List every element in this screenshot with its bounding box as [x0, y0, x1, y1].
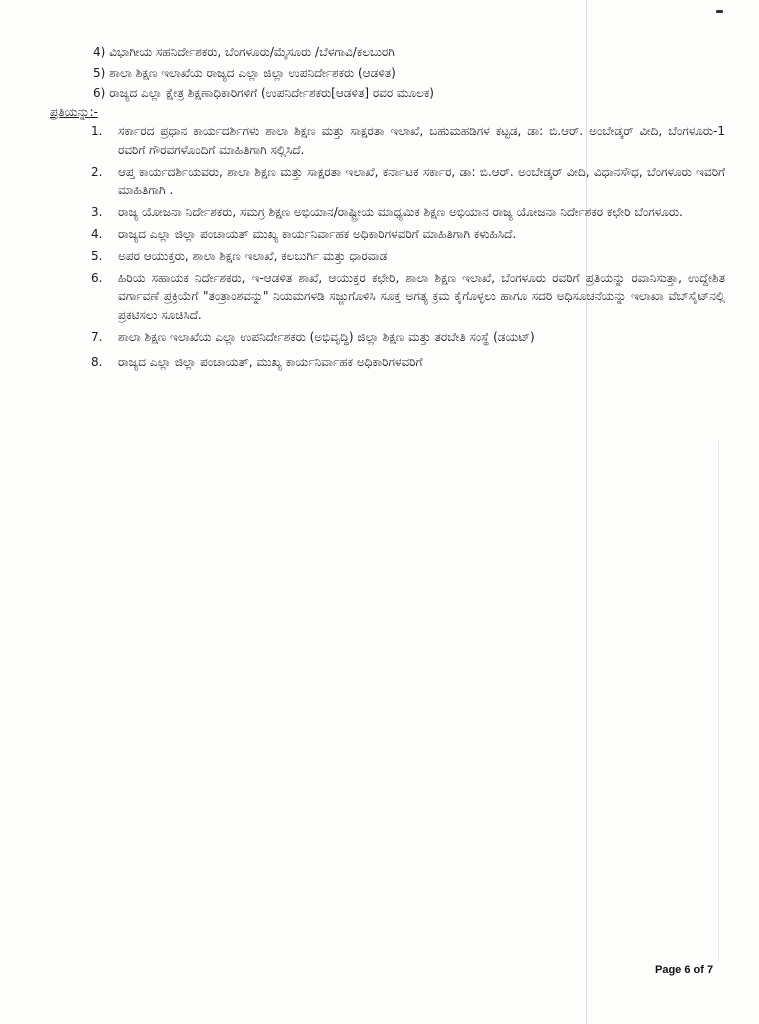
copy-item-text: ರಾಜ್ಯದ ಎಲ್ಲಾ ಜಿಲ್ಲಾ ಪಂಚಾಯತ್, ಮುಖ್ಯ ಕಾರ್ಯನಿರ್ವಾಹಕ ಅಧಿಕಾರಿಗಳವರಿಗೆ — [118, 354, 423, 369]
recipient-text: ರಾಜ್ಯದ ಎಲ್ಲಾ ಕ್ಷೇತ್ರ ಶಿಕ್ಷಣಾಧಿಕಾರಿಗಳಿಗೆ (ಉಪನಿರ್ದೇಶಕರು[ಆಡಳಿತ] ರವರ ಮೂಲಕ) — [109, 86, 434, 100]
copy-item-text: ಶಾಲಾ ಶಿಕ್ಷಣ ಇಲಾಖೆಯ ಎಲ್ಲಾ ಉಪನಿರ್ದೇಶಕರು (ಅಭಿವೃದ್ಧಿ) ಜಿಲ್ಲಾ ಶಿಕ್ಷಣ ಮತ್ತು ತರಬೇತಿ ಸಂಸ್ಥೆ (ಡಯಟ್) — [118, 329, 535, 344]
copy-to-list — [91, 122, 725, 375]
recipient-text: ವಿಭಾಗೀಯ ಸಹನಿರ್ದೇಶಕರು, ಬೆಂಗಳೂರು/ಮೈಸೂರು /ಬೆಳಗಾವಿ/ಕಲಬುರಗಿ — [109, 45, 395, 59]
page-number: Page 6 of 7 — [655, 964, 714, 976]
copy-item-number: 1. — [91, 124, 103, 138]
copy-item — [91, 122, 725, 160]
copy-item-text: ಸರ್ಕಾರದ ಪ್ರಧಾನ ಕಾರ್ಯದರ್ಶಿಗಳು ಶಾಲಾ ಶಿಕ್ಷಣ ಮತ್ತು ಸಾಕ್ಷರತಾ ಇಲಾಖೆ, ಬಹುಮಹಡಿಗಳ ಕಟ್ಟಡ, ಡಾ: ಬಿ.ಆರ್. ಅಂಬೇಡ್ಕರ್ ವೀದಿ, ಬೆಂಗಳೂರು-1 ರವರಿಗೆ ಗೌರವಗಳೊಂದಿಗೆ ಮಾಹಿತಿಗಾಗಿ ಸಲ್ಲಿಸಿದೆ. — [118, 124, 725, 157]
copy-item — [91, 328, 725, 347]
recipient-item — [93, 42, 733, 63]
copy-item-number: 4. — [91, 226, 103, 241]
copy-item-text: ಆಪ್ತ ಕಾರ್ಯದರ್ಶಿಯವರು, ಶಾಲಾ ಶಿಕ್ಷಣ ಮತ್ತು ಸಾಕ್ಷರತಾ ಇಲಾಖೆ, ಕರ್ನಾಟಕ ಸರ್ಕಾರ, ಡಾ: ಬಿ.ಆರ್. ಅಂಬೇಡ್ಕರ್ ವೀದಿ, ವಿಧಾನಸೌಧ, ಬೆಂಗಳೂರು ಇವರಿಗೆ ಮಾಹಿತಿಗಾಗಿ . — [118, 164, 725, 198]
copy-item — [91, 163, 725, 201]
recipient-item — [93, 63, 733, 84]
copy-item-text: ಅಪರ ಆಯುಕ್ತರು, ಶಾಲಾ ಶಿಕ್ಷಣ ಇಲಾಖೆ, ಕಲಬುರ್ಗಿ ಮತ್ತು ಧಾರವಾಡ — [118, 248, 388, 263]
copy-item-text: ರಾಜ್ಯದ ಎಲ್ಲಾ ಜಿಲ್ಲಾ ಪಂಚಾಯತ್ ಮುಖ್ಯ ಕಾರ್ಯನಿರ್ವಾಹಕ ಅಧಿಕಾರಿಗಳವರಿಗೆ ಮಾಹಿತಿಗಾಗಿ ಕಳುಹಿಸಿದೆ. — [118, 226, 517, 241]
copy-item-text: ಹಿರಿಯ ಸಹಾಯಕ ನಿರ್ದೇಶಕರು, ಇ-ಆಡಳಿತ ಶಾಖೆ, ಆಯುಕ್ತರ ಕಛೇರಿ, ಶಾಲಾ ಶಿಕ್ಷಣ ಇಲಾಖೆ, ಬೆಂಗಳೂರು ರವರಿಗೆ ಪ್ರತಿಯನ್ನು ರವಾನಿಸುತ್ತಾ, ಉದ್ದೇಶಿತ ವರ್ಗಾವಣೆ ಪ್ರಕ್ರಿಯೆಗೆ "ತಂತ್ರಾಂಶವನ್ನು" ನಿಯಮಗಳಡಿ ಸಜ್ಜುಗೊಳಿಸಿ ಸೂಕ್ತ ಅಗತ್ಯ ಕ್ರಮ ಕೈಗೊಳ್ಳಲು ಹಾಗೂ ಸದರಿ ಅಧಿಸೂಚನೆಯನ್ನು ಇಲಾಖಾ ವೆಬ್‌ಸೈಟ್‌ನಲ್ಲಿ ಪ್ರಕಟಿಸಲು ಸೂಚಿಸಿದೆ. — [118, 270, 725, 323]
copy-item — [91, 353, 725, 372]
recipient-number: 6) — [93, 86, 106, 100]
recipient-item — [93, 83, 733, 104]
copy-item-number: 8. — [91, 354, 103, 369]
copy-item — [91, 225, 725, 244]
copy-item-number: 2. — [91, 164, 103, 179]
recipient-number: 4) — [93, 45, 106, 59]
copy-item — [91, 247, 725, 266]
copy-item-number: 6. — [91, 270, 103, 285]
copy-item — [91, 203, 725, 222]
copy-item — [91, 269, 725, 325]
scan-artifact-mark — [716, 10, 723, 13]
copy-to-heading: ಪ್ರತಿಯನ್ನು:- — [50, 105, 98, 119]
copy-item-number: 5. — [91, 248, 103, 263]
scan-artifact-line — [718, 440, 719, 960]
recipient-number: 5) — [93, 65, 106, 80]
copy-item-number: 7. — [91, 329, 103, 344]
copy-item-number: 3. — [91, 205, 103, 220]
recipient-text: ಶಾಲಾ ಶಿಕ್ಷಣ ಇಲಾಖೆಯ ರಾಜ್ಯದ ಎಲ್ಲಾ ಜಿಲ್ಲಾ ಉಪನಿರ್ದೇಶಕರು (ಆಡಳಿತ) — [109, 65, 396, 80]
recipient-list — [93, 42, 733, 104]
copy-item-text: ರಾಜ್ಯ ಯೋಜನಾ ನಿರ್ದೇಶಕರು, ಸಮಗ್ರ ಶಿಕ್ಷಣ ಅಭಿಯಾನ/ರಾಷ್ಟ್ರೀಯ ಮಾಧ್ಯಮಿಕ ಶಿಕ್ಷಣ ಅಭಿಯಾನ ರಾಜ್ಯ ಯೋಜನಾ ನಿರ್ದೇಶಕರ ಕಛೇರಿ ಬೆಂಗಳೂರು. — [118, 205, 683, 220]
